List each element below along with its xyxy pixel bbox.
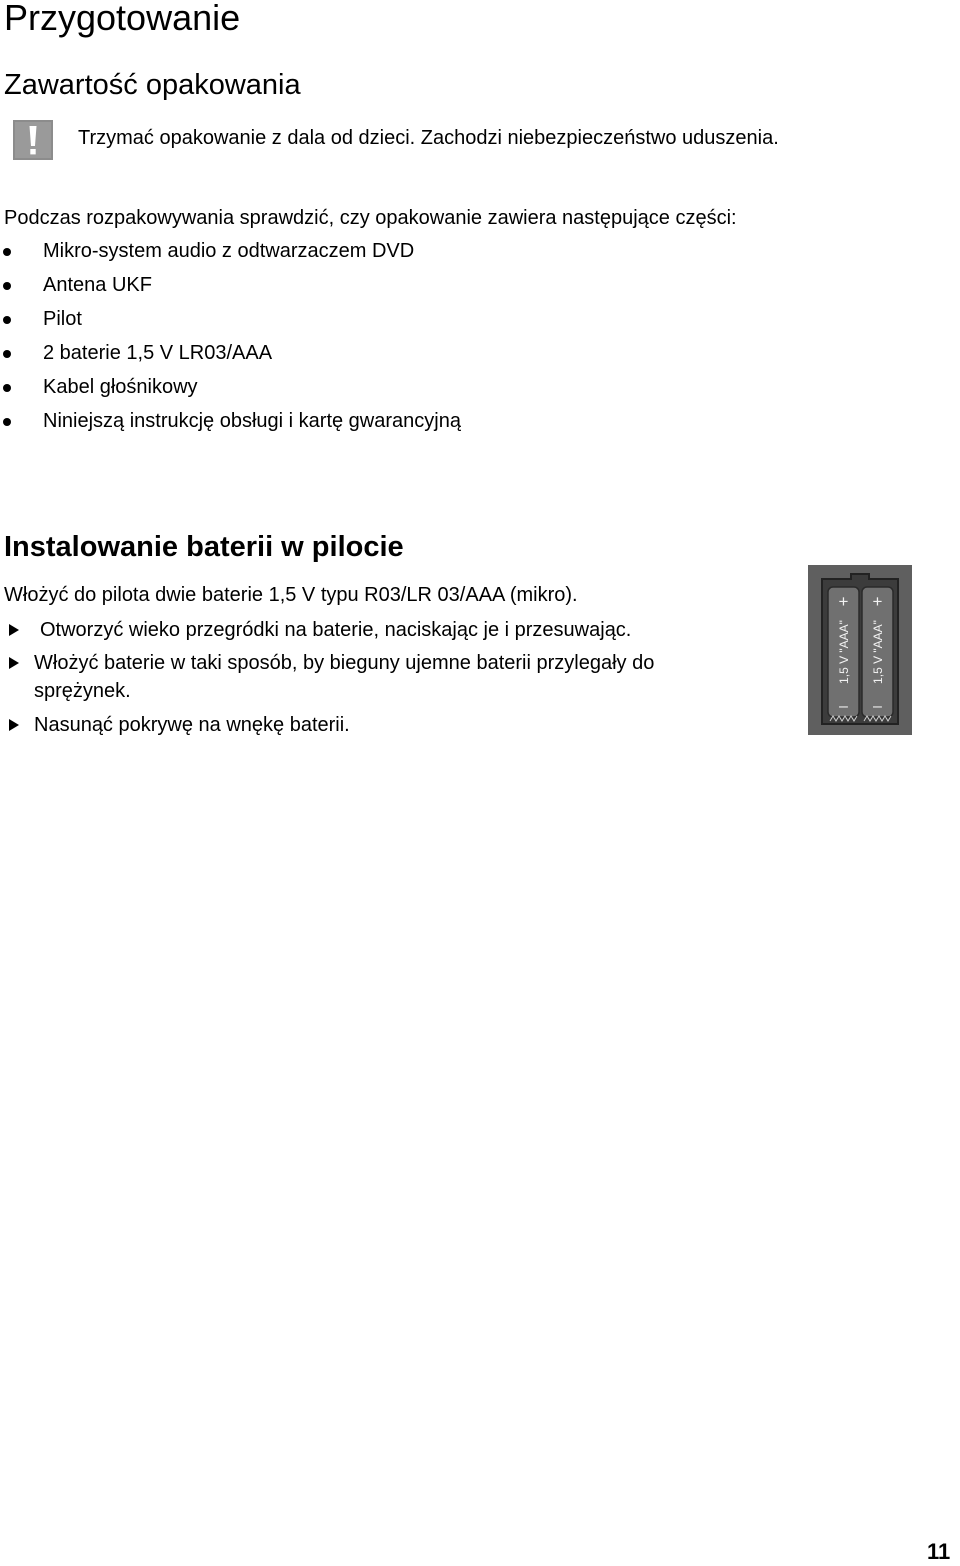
bullet-icon (3, 248, 11, 256)
list-item (0, 305, 461, 339)
battery-compartment-icon (808, 565, 912, 735)
battery-plus-label: + (838, 592, 849, 611)
step-text: Otworzyć wieko przegródki na baterie, naciskając je i przesuwając. (40, 619, 632, 641)
battery-plus-label: + (872, 592, 883, 611)
instruction-step (0, 649, 760, 709)
batteries-heading: Instalowanie baterii w pilocie (4, 531, 404, 563)
bullet-icon (3, 350, 11, 358)
list-item-label: Kabel głośnikowy (43, 376, 198, 398)
instruction-step (0, 711, 760, 741)
list-item-label: Niniejszą instrukcję obsługi i kartę gwarancyjną (43, 410, 461, 432)
page-number: 11 (927, 1539, 951, 1564)
battery-minus-label: – (873, 698, 882, 715)
list-item-label: 2 baterie 1,5 V LR03/AAA (43, 342, 273, 364)
bullet-icon (3, 282, 11, 290)
bullet-icon (3, 418, 11, 426)
contents-heading: Zawartość opakowania (4, 69, 301, 101)
step-arrow-icon (9, 719, 19, 731)
instruction-step (0, 616, 760, 646)
list-item-label: Pilot (43, 308, 82, 330)
page-title: Przygotowanie (4, 0, 241, 38)
step-text: Nasunąć pokrywę na wnękę baterii. (34, 714, 350, 736)
batteries-intro: Włożyć do pilota dwie baterie 1,5 V typu R03/LR 03/AAA (mikro). (4, 584, 578, 606)
contents-intro: Podczas rozpakowywania sprawdzić, czy opakowanie zawiera następujące części: (4, 207, 737, 229)
warning-exclamation-icon (13, 120, 53, 160)
list-item-label: Mikro-system audio z odtwarzaczem DVD (43, 240, 415, 262)
bullet-icon (3, 316, 11, 324)
contents-list (0, 237, 461, 441)
step-text: Włożyć baterie w taki sposób, by bieguny ujemne baterii przylegały do sprężynek. (34, 652, 655, 702)
bullet-icon (3, 384, 11, 392)
list-item-label: Antena UKF (43, 274, 152, 296)
list-item (0, 339, 461, 373)
battery-cell-label: 1,5 V "AAA" (837, 620, 851, 684)
battery-minus-label: – (839, 698, 848, 715)
step-arrow-icon (9, 657, 19, 669)
list-item (0, 407, 461, 441)
warning-text: Trzymać opakowanie z dala od dzieci. Zachodzi niebezpieczeństwo uduszenia. (78, 127, 779, 149)
step-arrow-icon (9, 624, 19, 636)
list-item (0, 237, 461, 271)
list-item (0, 271, 461, 305)
list-item (0, 373, 461, 407)
battery-cell-label: 1,5 V "AAA" (871, 620, 885, 684)
